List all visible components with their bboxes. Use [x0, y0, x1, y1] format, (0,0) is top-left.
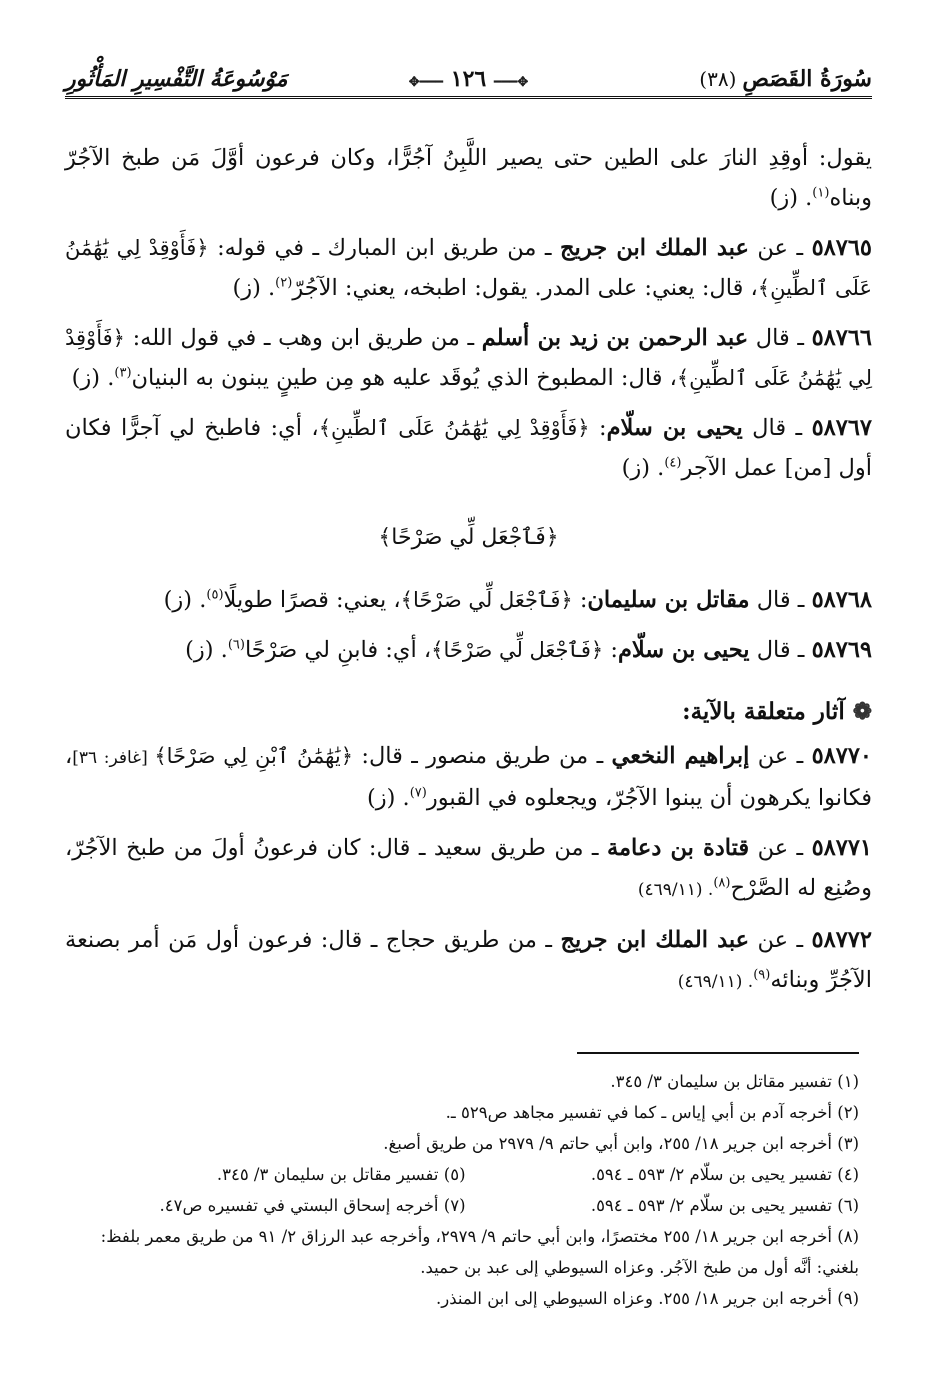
narrator-name: إبراهيم النخعي: [611, 743, 750, 769]
entry-number: ٥٨٧٧٢: [811, 927, 872, 953]
surah-title: سُورَةُ القَصَصِ: [742, 66, 872, 92]
footnote: (٩) أخرجه ابن جرير ١٨/ ٢٥٥. وعزاه السيوطي إلى ابن المنذر.: [436, 1289, 859, 1308]
footnote-ref[interactable]: (١): [812, 185, 830, 201]
athar-entry: ٥٨٧٦٥ ـ عن عبد الملك ابن جريج ـ من طريق ابن المبارك ـ في قوله: ﴿فَأَوْقِدْ لِي يَٰهَٰمَٰنُ عَلَى ٱلطِّينِ﴾، قال: يعني: على المدر. يقول: اطبخه، يعني: الآجُرّ$^{(٢)}$. (ز): [65, 235, 873, 301]
footnote: (٤) تفسير يحيى بن سلّام ٢/ ٥٩٣ ـ ٥٩٤.: [590, 1165, 859, 1184]
narrator-name: عبد الرحمن بن زيد بن أسلم: [481, 325, 749, 351]
footnote-divider: [577, 1052, 859, 1054]
footnotes: [72, 1066, 859, 1314]
footnote: (٣) أخرجه ابن جرير ١٨/ ٢٥٥، وابن أبي حاتم ٩/ ٢٩٧٩ من طريق أصبغ.: [383, 1134, 859, 1153]
footnote-ref[interactable]: (٦): [227, 637, 245, 653]
footnote: (٨) أخرجه ابن جرير ١٨/ ٢٥٥ مختصرًا، وابن أبي حاتم ٩/ ٢٩٧٩، وأخرجه عبد الرزاق ٢/ ٩١ من طريق معمر بلفظ: بلغني: أنَّه أول من طبخ الآجُر. وعزاه السيوطي إلى عبد بن حميد.: [100, 1227, 859, 1277]
footnote-ref[interactable]: (٤): [664, 455, 682, 471]
page-number: ١٢٦: [450, 66, 487, 92]
section-heading: [65, 692, 872, 732]
footnote-ref[interactable]: (٥): [206, 587, 224, 603]
narrator-name: عبد الملك ابن جريج: [560, 927, 750, 953]
footnote-ref[interactable]: (٣): [114, 365, 132, 381]
footnote-row: [72, 1190, 859, 1221]
entry-number: ٥٨٧٧٠: [811, 743, 873, 769]
athar-entry: ٥٨٧٦٨ ـ قال مقاتل بن سليمان: ﴿فَٱجْعَل لِّي صَرْحًا﴾، يعني: قصرًا طويلًا$^{(٥)}$. (ز): [163, 587, 872, 613]
entry-number: ٥٨٧٦٩: [811, 637, 872, 663]
flower-icon: ❁: [852, 698, 872, 725]
narrator-name: مقاتل بن سليمان: [587, 587, 750, 613]
athar-entry: ٥٨٧٦٦ ـ قال عبد الرحمن بن زيد بن أسلم ـ من طريق ابن وهب ـ في قول الله: ﴿فَأَوْقِدْ لِي يَٰهَٰمَٰنُ عَلَى ٱلطِّينِ﴾، قال: المطبوخ الذي يُوقَد عليه هو مِن طينٍ يبنون به البنيان$^{(٣)}$. (ز): [65, 325, 872, 391]
narrator-name: يحيى بن سلّام: [606, 415, 743, 441]
entry-number: ٥٨٧٦٧: [811, 415, 872, 441]
footnote: (٥) تفسير مقاتل بن سليمان ٣/ ٣٤٥.: [216, 1165, 466, 1184]
narrator-name: قتادة بن دعامة: [606, 835, 750, 861]
footnote: (١) تفسير مقاتل بن سليمان ٣/ ٣٤٥.: [610, 1072, 859, 1091]
footnote: (٦) تفسير يحيى بن سلّام ٢/ ٥٩٣ ـ ٥٩٤.: [590, 1196, 859, 1215]
entry-number: ٥٨٧٧١: [811, 835, 872, 861]
page-header: [65, 58, 872, 102]
entry-number: ٥٨٧٦٥: [811, 235, 873, 261]
quran-quote: ﴿يَٰهَٰمَٰنُ ٱبْنِ لِي صَرْحًا﴾: [154, 744, 354, 768]
narrator-name: يحيى بن سلّام: [617, 637, 750, 663]
ornament-icon: ━━━✥: [408, 75, 444, 90]
paragraph-continuation: يقول: أوقِدِ النارَ على الطين حتى يصير اللَّبِنُ آجُرًّا، وكان فرعون أوَّلَ مَن طبخ الآجُرّ وبناه$^{(١)}$. (ز): [65, 145, 872, 211]
quran-quote: ﴿فَٱجْعَل لِّي صَرْحًا﴾: [400, 588, 573, 612]
source-reference: . (٤٦٩/١١): [677, 972, 754, 992]
section-title: آثار متعلقة بالآية:: [682, 698, 845, 725]
header-divider: [65, 96, 872, 99]
entry-number: ٥٨٧٦٦: [811, 325, 872, 351]
quran-quote: ﴿فَأَوْقِدْ لِي يَٰهَٰمَٰنُ عَلَى ٱلطِّينِ﴾: [318, 416, 590, 440]
footnote-ref[interactable]: (٩): [753, 967, 771, 983]
athar-entry: ٥٨٧٦٧ ـ قال يحيى بن سلّام: ﴿فَأَوْقِدْ لِي يَٰهَٰمَٰنُ عَلَى ٱلطِّينِ﴾، أي: فاطبخ لي آجرًّا فكان أول [من] عمل الآجر$^{(٤)}$. (ز): [65, 415, 872, 481]
verse-reference: [غافر: ٣٦]: [72, 748, 155, 768]
athar-entry: ٥٨٧٧١ ـ عن قتادة بن دعامة ـ من طريق سعيد ـ قال: كان فرعونُ أولَ من طبخ الآجُرّ، وصُنِع له الصَّرْح$^{(٨)}$. (٤٦٩/١١): [65, 835, 872, 901]
athar-entry: ٥٨٧٦٩ ـ قال يحيى بن سلّام: ﴿فَٱجْعَل لِّي صَرْحًا﴾، أي: فابنِ لي صَرْحًا$^{(٦)}$. (ز): [185, 637, 872, 663]
surah-number: (٣٨): [699, 67, 737, 91]
footnote-ref[interactable]: (٨): [713, 875, 731, 891]
ornament-icon: ✥━━━: [493, 75, 529, 90]
footnote: (٧) أخرجه إسحاق البستي في تفسيره ص٤٧.: [159, 1196, 466, 1215]
book-title: مَوْسُوعَةُ التَّفْسِيرِ المَأْثُورِ: [65, 66, 288, 92]
footnote: (٢) أخرجه آدم بن أبي إياس ـ كما في تفسير مجاهد ص٥٢٩ ـ.: [445, 1103, 859, 1122]
quran-quote: ﴿فَٱجْعَل لِّي صَرْحًا﴾: [431, 638, 604, 662]
entry-number: ٥٨٧٦٨: [811, 587, 872, 613]
main-text: [65, 138, 872, 1012]
quran-quote: ﴿فَأَوْقِدْ لِي يَٰهَٰمَٰنُ عَلَى ٱلطِّينِ﴾: [65, 326, 872, 390]
footnote-ref[interactable]: (٢): [275, 275, 293, 291]
athar-entry: ٥٨٧٧٠ ـ عن إبراهيم النخعي ـ من طريق منصور ـ قال: ﴿يَٰهَٰمَٰنُ ٱبْنِ لِي صَرْحًا﴾ [غافر: ٣٦]، فكانوا يكرهون أن يبنوا الآجُرّ، ويجعلوه في القبور$^{(٧)}$. (ز): [65, 743, 873, 811]
footnote-row: [72, 1159, 859, 1190]
verse-heading: ﴿فَٱجْعَل لِّي صَرْحًا﴾: [378, 525, 559, 550]
quran-quote: ﴿فَأَوْقِدْ لِي يَٰهَٰمَٰنُ عَلَى ٱلطِّينِ﴾: [65, 236, 872, 300]
footnote-ref[interactable]: (٧): [409, 785, 427, 801]
narrator-name: عبد الملك ابن جريج: [560, 235, 749, 261]
athar-entry: ٥٨٧٧٢ ـ عن عبد الملك ابن جريج ـ من طريق حجاج ـ قال: فرعون أول مَن أمر بصنعة الآجُرِّ وبنائه$^{(٩)}$. (٤٦٩/١١): [65, 927, 872, 993]
source-reference: . (٤٦٩/١١): [637, 880, 714, 900]
